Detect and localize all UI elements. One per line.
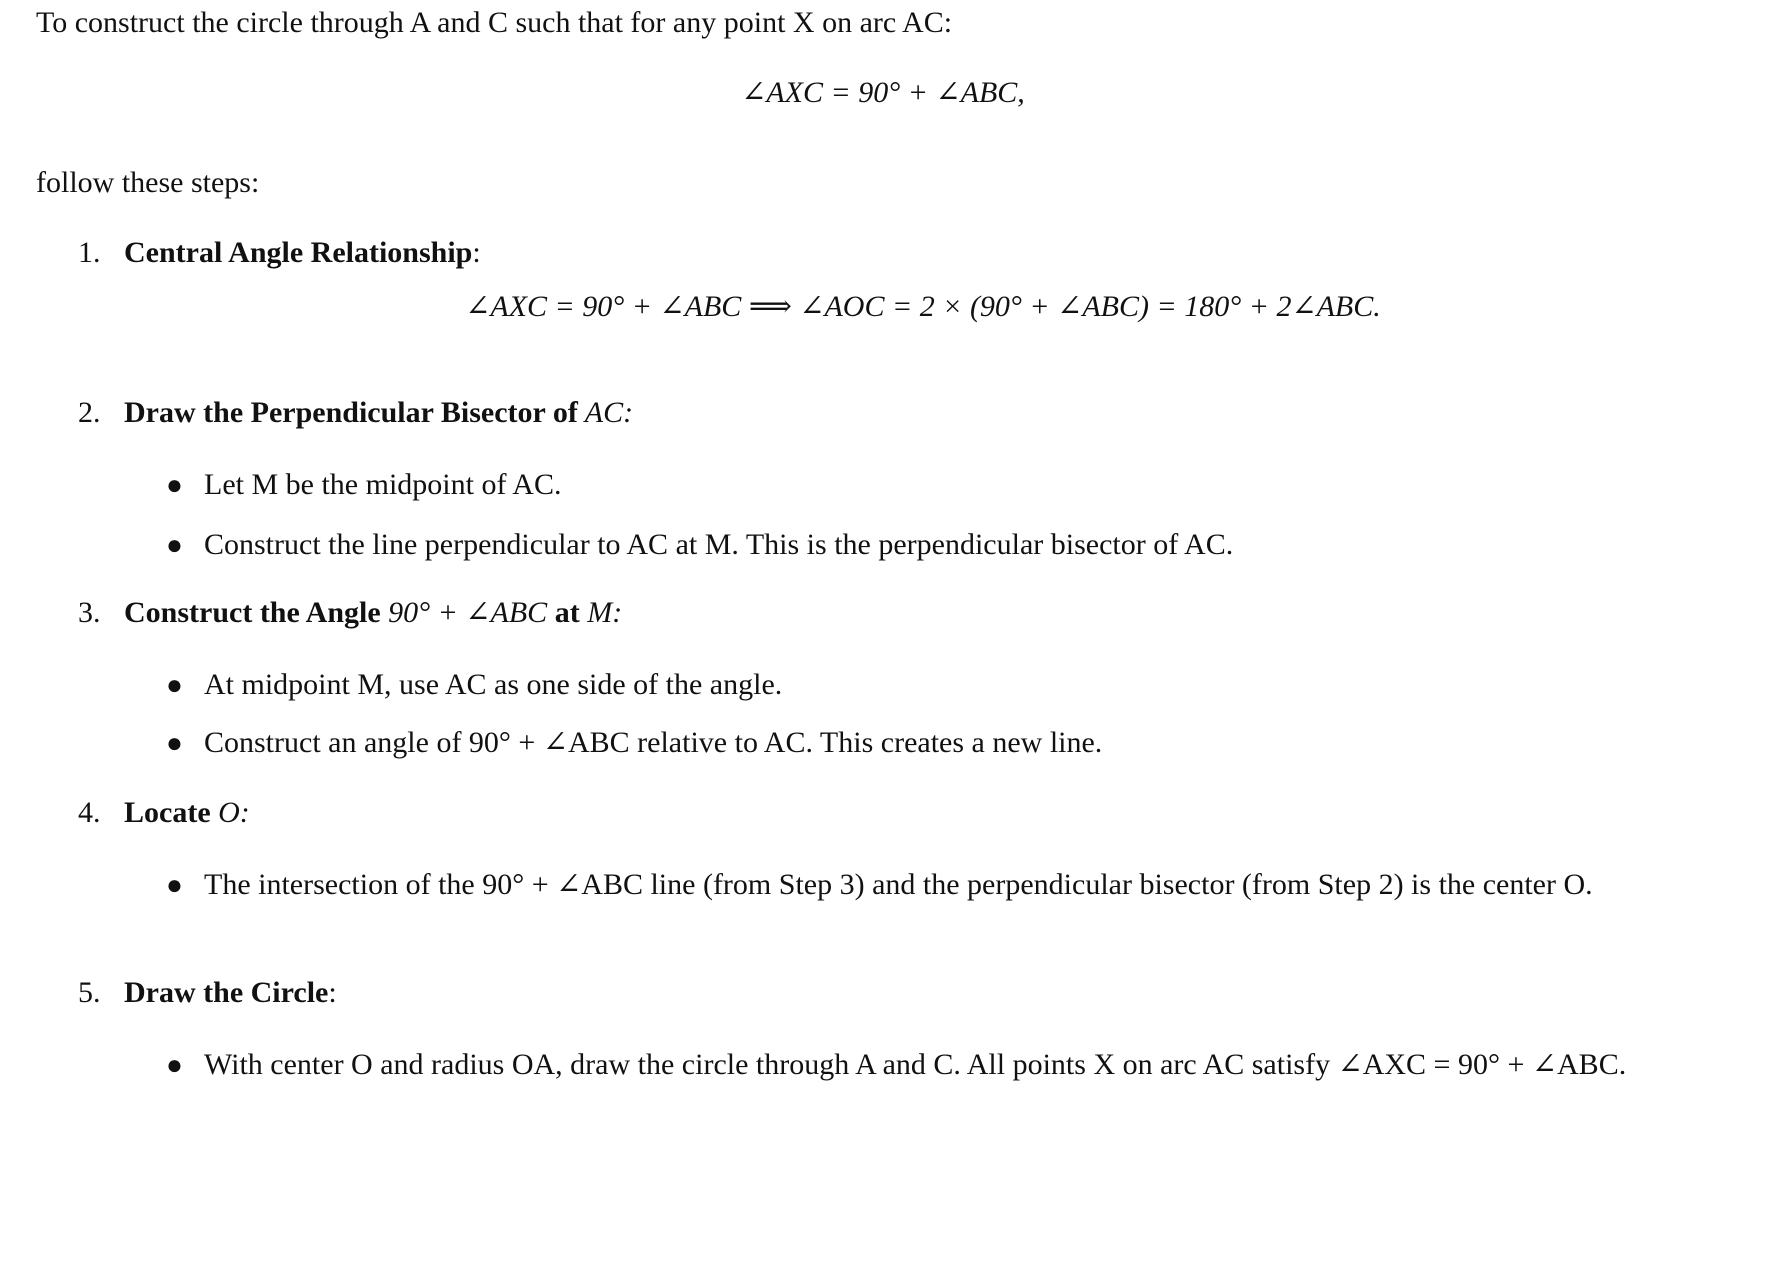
step-number: 1.: [78, 236, 101, 269]
list-item: [166, 724, 1666, 762]
bullet-icon: ●: [166, 870, 183, 901]
bullet-text: Construct an angle of 90° + ∠ABC relative to AC. This creates a new line.: [204, 726, 1103, 759]
bullet-text: Construct the line perpendicular to AC at M. This is the perpendicular bisector of AC.: [204, 528, 1234, 561]
step-5-heading: [78, 974, 337, 1012]
step-number: 2.: [78, 396, 101, 429]
step-suffix: :: [472, 236, 481, 269]
bullet-icon: ●: [166, 728, 183, 759]
list-item: [166, 466, 1666, 504]
step-title-math: 90° + ∠ABC: [380, 596, 555, 629]
step-number: 5.: [78, 976, 101, 1009]
step-3-heading: [78, 594, 622, 632]
step-number: 3.: [78, 596, 101, 629]
step-number: 4.: [78, 796, 101, 829]
list-item: [166, 866, 1666, 904]
step-1-equation: ∠AXC = 90° + ∠ABC ⟹ ∠AOC = 2 × (90° + ∠ABC) = 180° + 2∠ABC.: [465, 290, 1381, 323]
bullet-icon: ●: [166, 470, 183, 501]
main-equation: ∠AXC = 90° + ∠ABC,: [741, 76, 1025, 109]
step-title: Draw the Perpendicular Bisector of: [124, 396, 578, 429]
step-title-tail: at: [554, 596, 580, 629]
follow-text: follow these steps:: [36, 166, 260, 199]
step-title: Central Angle Relationship: [124, 236, 473, 269]
step-suffix: :: [328, 976, 337, 1009]
intro-text: To construct the circle through A and C such that for any point X on arc AC:: [36, 6, 953, 39]
bullet-text: With center O and radius OA, draw the circle through A and C. All points X on arc AC satisfy ∠AXC = 90° + ∠ABC.: [204, 1048, 1627, 1081]
step-suffix: AC:: [577, 396, 634, 429]
step-suffix: O:: [210, 796, 250, 829]
step-title: Draw the Circle: [124, 976, 329, 1009]
list-item: [166, 666, 1666, 704]
bullet-text: The intersection of the 90° + ∠ABC line (from Step 3) and the perpendicular bisector (from Step 2) is the center O.: [204, 868, 1593, 901]
step-1-heading: [78, 234, 481, 272]
step-4-heading: [78, 794, 250, 832]
step-title: Construct the Angle: [124, 596, 381, 629]
step-2-heading: [78, 394, 633, 432]
bullet-icon: ●: [166, 670, 183, 701]
bullet-icon: ●: [166, 530, 183, 561]
bullet-icon: ●: [166, 1050, 183, 1081]
bullet-text: Let M be the midpoint of AC.: [204, 468, 562, 501]
list-item: [166, 526, 1666, 564]
step-suffix: M:: [579, 596, 623, 629]
bullet-text: At midpoint M, use AC as one side of the angle.: [204, 668, 783, 701]
list-item: [166, 1046, 1666, 1084]
step-title: Locate: [124, 796, 211, 829]
